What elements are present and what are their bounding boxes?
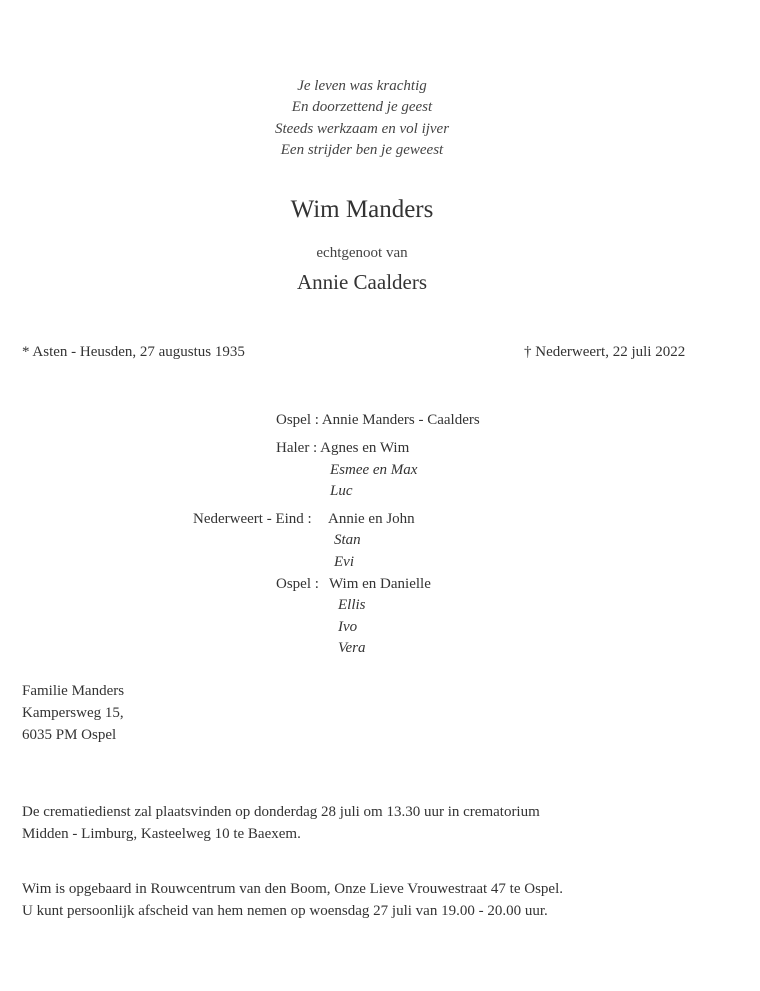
family-ospel-spouse: Ospel : Annie Manders - Caalders bbox=[276, 412, 480, 428]
relation-text: echtgenoot van bbox=[316, 245, 408, 261]
family-ospel-child: Ivo bbox=[338, 619, 358, 635]
birth-info: * Asten - Heusden, 27 augustus 1935 bbox=[22, 344, 245, 360]
address-line-2: Kampersweg 15, bbox=[22, 705, 124, 721]
family-ospel-child: Vera bbox=[338, 640, 366, 656]
spouse-name: Annie Caalders bbox=[296, 270, 428, 294]
death-info: † Nederweert, 22 juli 2022 bbox=[524, 344, 686, 360]
address-line-3: 6035 PM Ospel bbox=[22, 727, 117, 743]
poem-line-1: Je leven was krachtig bbox=[297, 78, 427, 94]
family-ospel-child: Ellis bbox=[338, 597, 366, 613]
address-line-1: Familie Manders bbox=[22, 683, 125, 699]
service-line-1: De crematiedienst zal plaatsvinden op donderdag 28 juli om 13.30 uur in crematorium bbox=[22, 804, 540, 820]
family-nederweert-child: Stan bbox=[334, 532, 361, 548]
poem-line-2: En doorzettend je geest bbox=[291, 99, 433, 115]
family-ospel-place: Ospel : bbox=[276, 576, 319, 592]
family-haler-child: Esmee en Max bbox=[330, 462, 418, 478]
family-ospel-names: Wim en Danielle bbox=[329, 576, 431, 592]
family-nederweert-names: Annie en John bbox=[328, 511, 415, 527]
viewing-line-1: Wim is opgebaard in Rouwcentrum van den Boom, Onze Lieve Vrouwestraat 47 te Ospel. bbox=[22, 881, 563, 897]
family-haler-child: Luc bbox=[330, 483, 353, 499]
service-line-2: Midden - Limburg, Kasteelweg 10 te Baexem. bbox=[22, 826, 301, 842]
poem-line-4: Een strijder ben je geweest bbox=[280, 142, 444, 158]
family-nederweert-child: Evi bbox=[334, 554, 354, 570]
viewing-line-2: U kunt persoonlijk afscheid van hem nemen op woensdag 27 juli van 19.00 - 20.00 uur. bbox=[22, 903, 548, 919]
poem-line-3: Steeds werkzaam en vol ijver bbox=[274, 121, 450, 137]
family-haler: Haler : Agnes en Wim bbox=[276, 440, 410, 456]
deceased-name: Wim Manders bbox=[290, 196, 434, 223]
family-nederweert-place: Nederweert - Eind : bbox=[193, 511, 312, 527]
